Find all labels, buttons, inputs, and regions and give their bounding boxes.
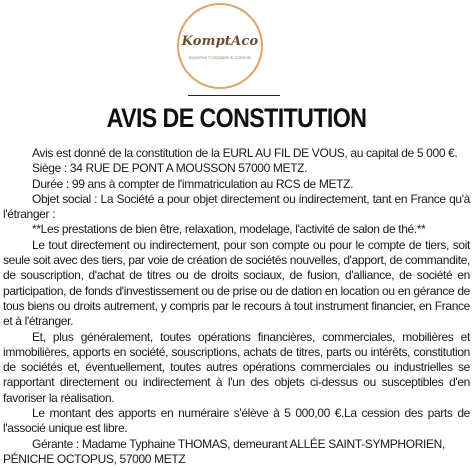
logo <box>0 0 473 100</box>
logo-tagline: Expertise Comptable & Conseils <box>189 55 251 60</box>
title-divider <box>188 95 280 96</box>
paragraph-apports: Le montant des apports en numéraire s'élève à 5 000,00 €.La cession des parts de l'associé unique est libre. <box>3 406 470 436</box>
paragraph-siege: Siège : 34 RUE DE PONT A MOUSSON 57000 METZ. <box>32 161 308 176</box>
notice-body <box>3 146 470 467</box>
logo-circle <box>177 3 263 89</box>
paragraph-objet-social: Objet social : La Société a pour objet directement ou indirectement, tant en France qu'à l'étranger : <box>3 191 470 222</box>
paragraph-operations: Et, plus généralement, toutes opérations financières, commerciales, mobilières et immobilières, apports en société, souscriptions, achats de titres, parts ou intérêts, constitution de sociétés et, éventuellement, toutes autres opérations commerciales ou industrielles se rapportant directement ou indirectement à l'un des objets ci-dessus ou susceptibles d'en favoriser la réalisation. <box>3 329 470 405</box>
paragraph-prestations: **Les prestations de bien être, relaxation, modelage, l'activité de salon de thé.** <box>32 222 426 237</box>
paragraph-gerante: Gérante : Madame Typhaine THOMAS, demeurant ALLÉE SAINT-SYMPHORIEN, PÉNICHE OCTOPUS, 57000 METZ <box>3 436 445 466</box>
notice-title: AVIS DE CONSTITUTION <box>106 103 367 133</box>
logo-name: KomptAco <box>181 34 259 49</box>
paragraph-moyens: Le tout directement ou indirectement, pour son compte ou pour le compte de tiers, soit seule soit avec des tiers, par voie de création de sociétés nouvelles, d'apport, de commandite, de souscription, d'achat de titres ou de droits sociaux, de fusion, d'alliance, de société en participation, de fonds d'investissement ou de prise ou de dation en location ou en gérance de tous biens ou droits autrement, y compris par le recours à tout instrument financier, en France et à l'étranger. <box>3 237 470 329</box>
paragraph-duree: Durée : 99 ans à compter de l'immatriculation au RCS de METZ. <box>32 176 354 191</box>
paragraph-constitution: Avis est donné de la constitution de la EURL AU FIL DE VOUS, au capital de 5 000 €. <box>32 146 458 160</box>
